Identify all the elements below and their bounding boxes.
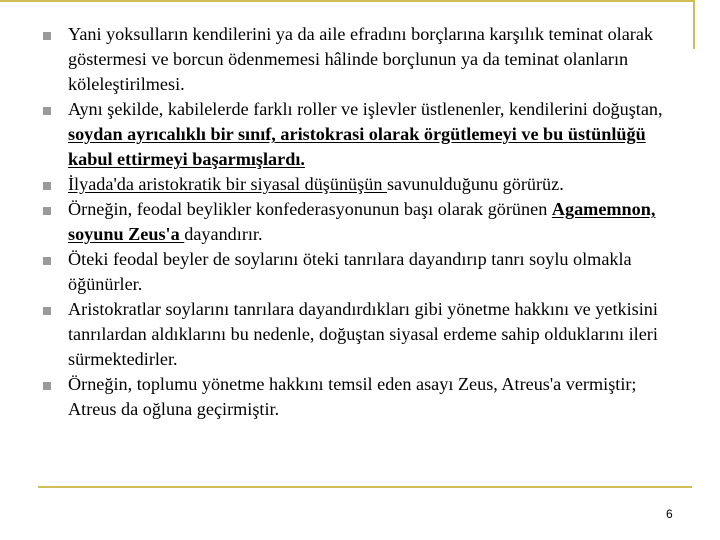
bullet-item-1 [40, 22, 680, 97]
bullet-item-6 [40, 297, 680, 372]
bullet-item-2 [40, 97, 680, 172]
square-bullet-icon [43, 307, 51, 315]
square-bullet-icon [43, 107, 51, 115]
bullet-item-3 [40, 172, 680, 197]
bullet-text: Aristokratlar soylarını tanrılara dayandırdıkları gibi yönetme hakkını ve yetkisini tanrılardan aldıklarını bu nedenle, doğuştan siyasal erdeme sahip olduklarını ileri sürmektedirler. [68, 299, 658, 369]
square-bullet-icon [43, 207, 51, 215]
bottom-divider-line [38, 486, 692, 488]
bullet-list [40, 22, 680, 422]
bullet-item-5 [40, 247, 680, 297]
bullet-item-7 [40, 372, 680, 422]
bullet-text-tail: savunulduğunu görürüz. [386, 174, 564, 194]
bullet-item-4 [40, 197, 680, 247]
bullet-text: Aynı şekilde, kabilelerde farklı roller ve işlevler üstlenenler, kendilerini doğuştan, [68, 99, 663, 119]
square-bullet-icon [43, 182, 51, 190]
bullet-text-tail: dayandırır. [184, 224, 263, 244]
underlined-text: İlyada'da aristokratik bir siyasal düşünüşün [68, 174, 387, 194]
bullet-text: Öteki feodal beyler de soylarını öteki tanrılara dayandırıp tanrı soylu olmakla öğünürler. [68, 249, 632, 294]
top-divider-line [0, 0, 694, 2]
square-bullet-icon [43, 382, 51, 390]
page-number: 6 [666, 507, 673, 521]
square-bullet-icon [43, 257, 51, 265]
underlined-bold-text: soydan ayrıcalıklı bir sınıf, aristokrasi olarak örgütlemeyi ve bu üstünlüğü kabul ettirmeyi başarmışlardı. [68, 124, 646, 169]
underlined-bold-text: Agamemnon, soyunu Zeus'a [68, 199, 656, 244]
bullet-text: Yani yoksulların kendilerini ya da aile efradını borçlarına karşılık teminat olarak göstermesi ve borcun ödenmemesi hâlinde borçlunun ya da teminat olanların köleleştirilmesi. [68, 24, 654, 94]
bullet-text: Örneğin, feodal beylikler konfederasyonunun başı olarak görünen [68, 199, 552, 219]
right-divider-line [693, 0, 695, 49]
square-bullet-icon [43, 32, 51, 40]
bullet-text: Örneğin, toplumu yönetme hakkını temsil eden asayı Zeus, Atreus'a vermiştir; Atreus da oğluna geçirmiştir. [68, 374, 637, 419]
